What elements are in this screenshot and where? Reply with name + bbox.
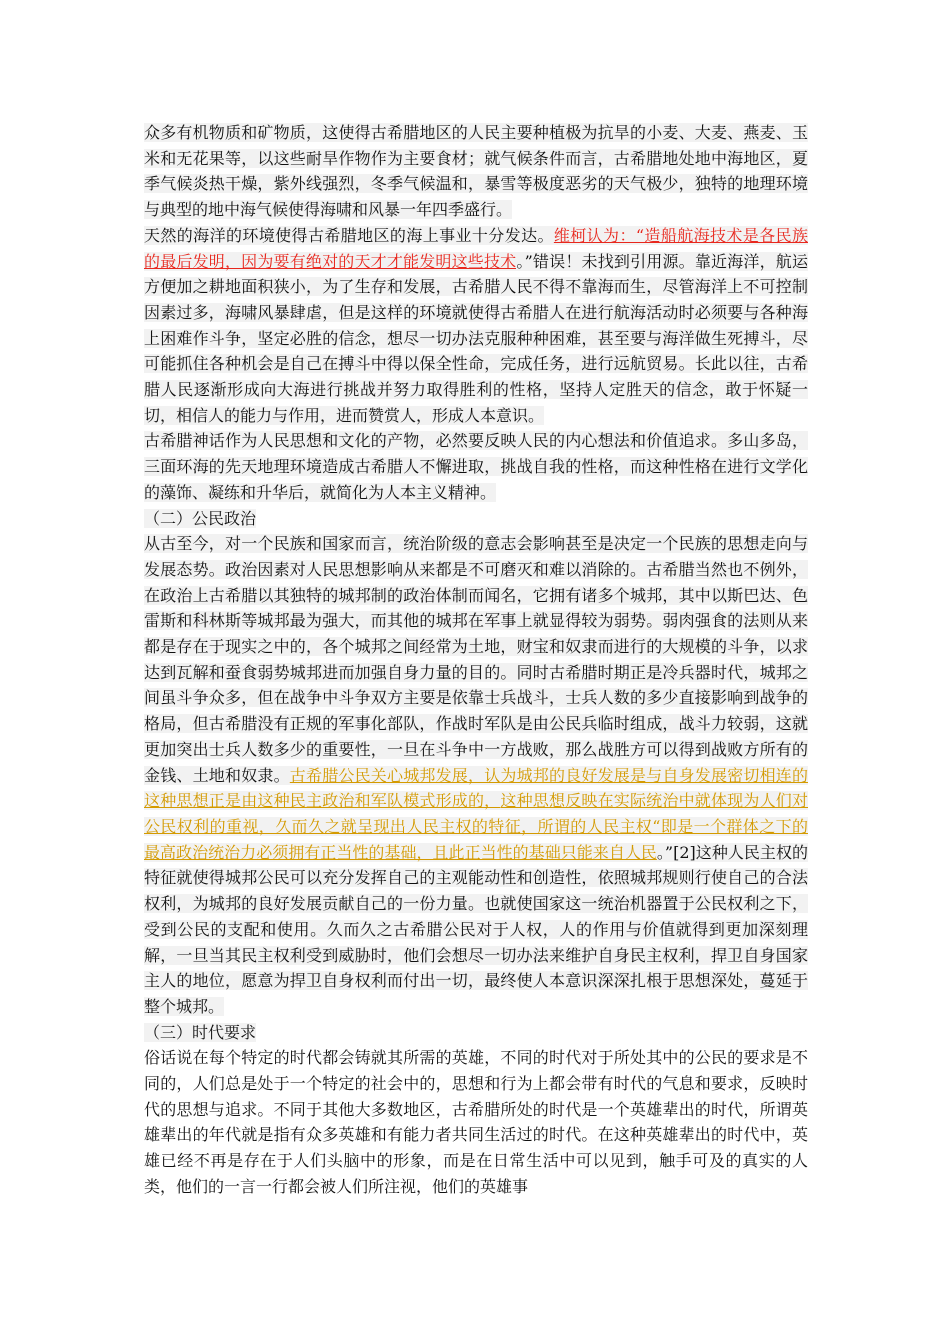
text-run: 众多有机物质和矿物质，这使得古希腊地区的人民主要种植极为抗旱的小麦、大麦、燕麦、玉米和无花果等，以这些耐旱作物作为主要食材；就气候条件而言，古希腊地处地中海地区，夏季气候炎热干燥，紫外线强烈，冬季气候温和，暴雪等极度恶劣的天气极少，独特的地理环境与典型的地中海气候使得海啸和风暴一年四季盛行。 bbox=[144, 123, 808, 220]
heading-text: （二）公民政治 bbox=[144, 508, 257, 528]
section-heading-civic-politics bbox=[144, 506, 808, 532]
section-heading-era-demands bbox=[144, 1020, 808, 1046]
quote-highlight-red: 维柯认为：“造船航海技术是各民族的最后发明，因为要有绝对的天才才能发明这些技术 bbox=[144, 225, 808, 271]
paragraph-era bbox=[144, 1045, 808, 1199]
paragraph-politics bbox=[144, 531, 808, 1019]
paragraph-geography bbox=[144, 120, 808, 223]
paragraph-ocean bbox=[144, 223, 808, 429]
text-run: 。”错误！未找到引用源。靠近海洋，航运方便加之耕地面积狭小，为了生存和发展，古希腊人民不得不靠海而生，尽管海洋上不可控制因素过多，海啸风暴肆虐，但是这样的环境就使得古希腊人在进行航海活动时必须要与各种海上困难作斗争，坚定必胜的信念，想尽一切办法克服种种困难，甚至要与海洋做生死搏斗，尽可能抓住各种机会是自己在搏斗中得以保全性命，完成任务，进行远航贸易。长此以往，古希腊人民逐渐形成向大海进行挑战并努力取得胜利的性格，坚持人定胜天的信念，敢于怀疑一切，相信人的能力与作用，进而赞赏人，形成人本意识。 bbox=[144, 251, 808, 425]
quote-highlight-gold: 古希腊公民关心城邦发展，认为城邦的良好发展是与自身发展密切相连的这种思想正是由这种民主政治和军队模式形成的， bbox=[144, 765, 808, 811]
quote-highlight-gold: 这种思想反映在实际统治中就体现为人们对公民权利的重视，久而久之就呈现出人民主权的特征，所谓的人民主权“即是一个群体之下的最高政治统治力必须拥有正当性的基础，且此正当性的基础只能来自人民 bbox=[144, 791, 808, 862]
paragraph-mythology bbox=[144, 428, 808, 505]
text-run: 从古至今，对一个民族和国家而言，统治阶级的意志会影响甚至是决定一个民族的思想走向与发展态势。政治因素对人民思想影响从来都是不可磨灭和难以消除的。古希腊当然也不例外，在政治上古希腊以其独特的城邦制的政治体制而闻名，它拥有诸多个城邦，其中以斯巴达、色雷斯和科林斯等城邦最为强大，而其他的城邦在军事上就显得较为弱势。弱肉强食的法则从来都是存在于现实之中的，各个城邦之间经常为土地，财宝和奴隶而进行的大规模的斗争，以求达到瓦解和蚕食弱势城邦进而加强自身力量的目的。同时古希腊时期正是冷兵器时代，城邦之间虽斗争众多，但在战争中斗争双方主要是依靠士兵战斗，士兵人数的多少直接影响到战争的格局，但古希腊没有正规的军事化部队，作战时军队是由公民兵临时组成，战斗力较弱，这就更加突出士兵人数多少的重要性，一旦在斗争中一方战败，那么战胜方可以得到战败方所有的金钱、土地和奴隶。 bbox=[144, 534, 808, 785]
document-body bbox=[144, 120, 808, 1200]
text-run: 天然的海洋的环境使得古希腊地区的海上事业十分发达。 bbox=[144, 225, 554, 245]
text-run: 古希腊神话作为人民思想和文化的产物，必然要反映人民的内心想法和价值追求。多山多岛，三面环海的先天地理环境造成古希腊人不懈进取，挑战自我的性格，而这种性格在进行文学化的藻饰、凝练和升华后，就简化为人本主义精神。 bbox=[144, 431, 808, 502]
heading-text: （三）时代要求 bbox=[144, 1022, 257, 1042]
text-run: 俗话说在每个特定的时代都会铸就其所需的英雄，不同的时代对于所处其中的公民的要求是不同的，人们总是处于一个特定的社会中的，思想和行为上都会带有时代的气息和要求，反映时代的思想与追求。不同于其他大多数地区，古希腊所处的时代是一个英雄辈出的时代，所谓英雄辈出的年代就是指有众多英雄和有能力者共同生活过的时代。在这种英雄辈出的时代中，英雄已经不再是存在于人们头脑中的形象，而是在日常生活中可以见到，触手可及的真实的人类，他们的一言一行都会被人们所注视，他们的英雄事 bbox=[144, 1048, 808, 1196]
text-run: 。”[2]这种人民主权的特征就使得城邦公民可以充分发挥自己的主观能动性和创造性，依照城邦规则行使自己的合法权利，为城邦的良好发展贡献自己的一份力量。也就使国家这一统治机器置于公民权利之下，受到公民的支配和使用。久而久之古希腊公民对于人权，人的作用与价值就得到更加深刻理解，一旦当其民主权利受到威胁时，他们会想尽一切办法来维护自身民主权利，捍卫自身国家主人的地位，愿意为捍卫自身权利而付出一切，最终使人本意识深深扎根于思想深处，蔓延于整个城邦。 bbox=[144, 842, 808, 1016]
